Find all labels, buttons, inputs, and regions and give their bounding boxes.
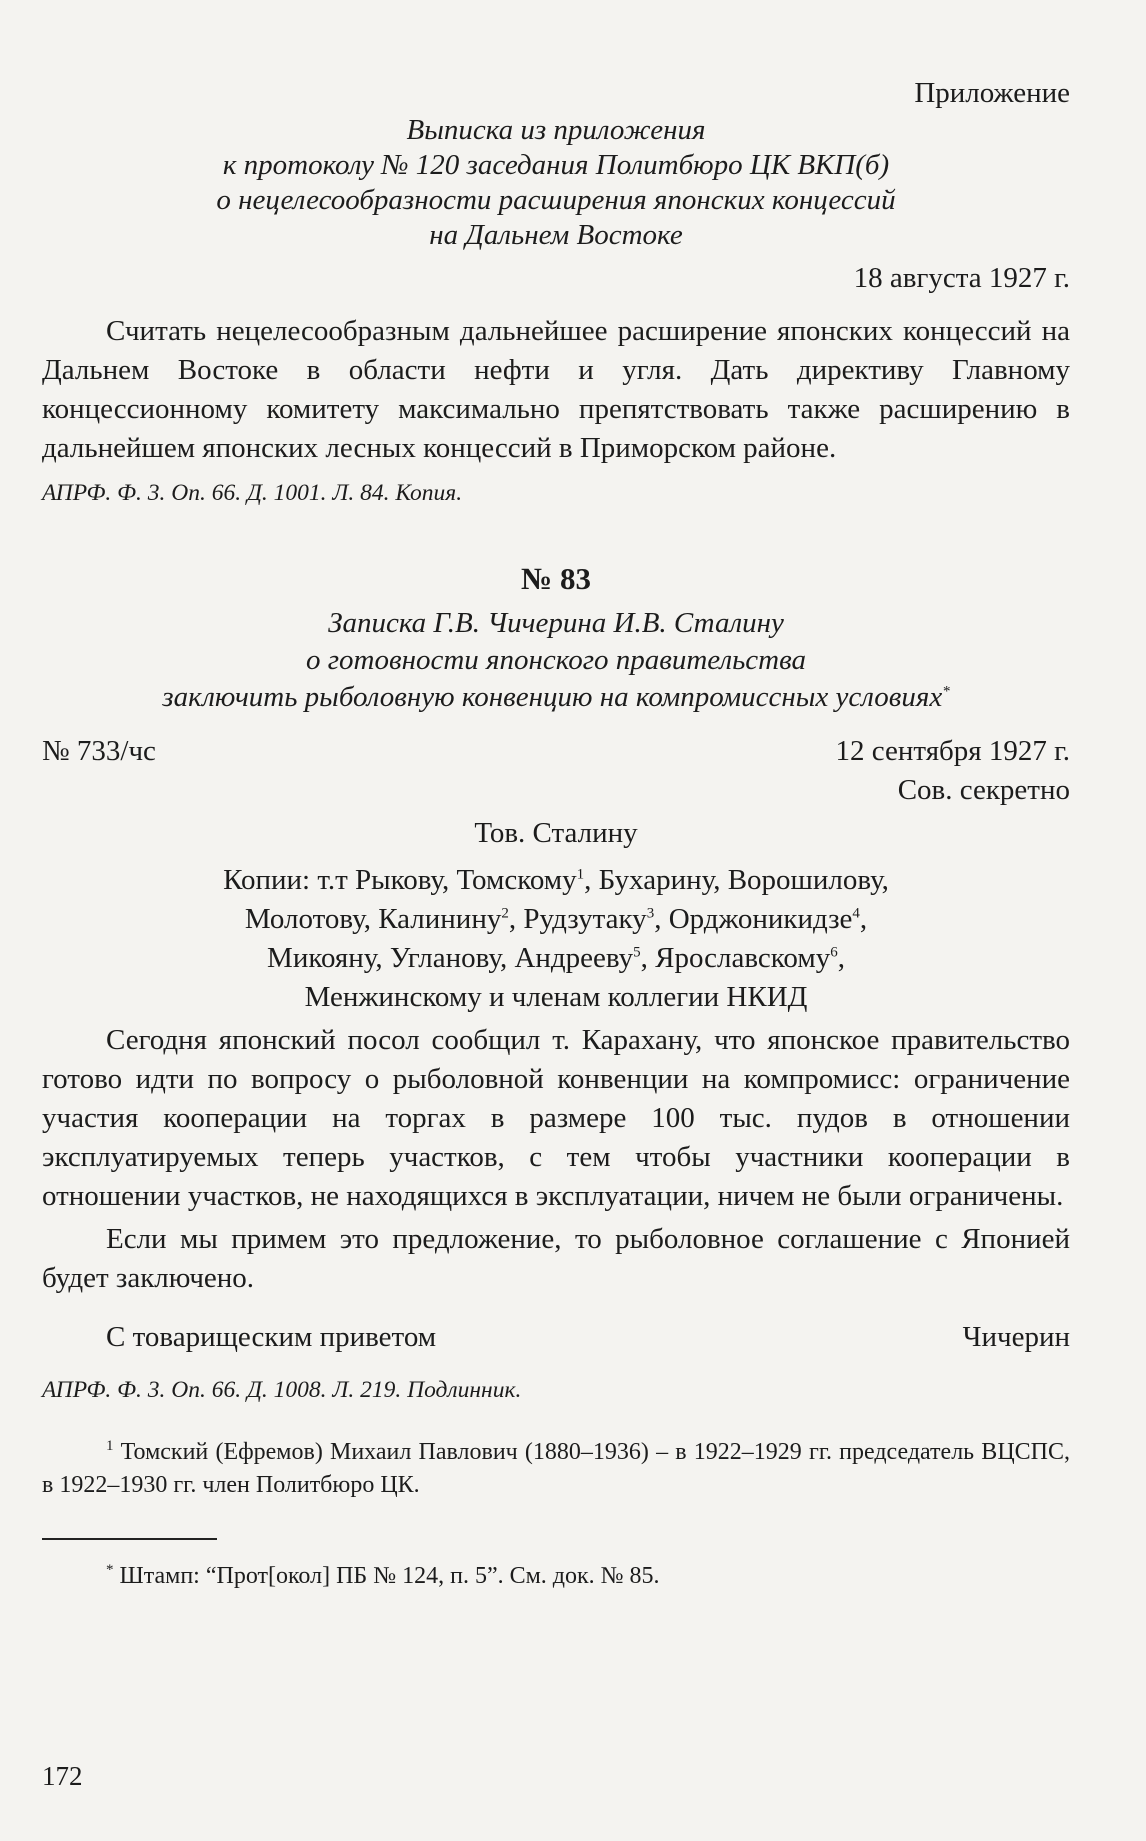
footnote-marker: 2 [501, 905, 509, 922]
addressee: Тов. Сталину [474, 817, 638, 849]
footnote-marker: 4 [852, 905, 860, 922]
body-paragraph-1: Сегодня японский посол сообщил т. Карахану, что японское правительство готово идти по вопросу о рыболовной конвенции на компромисс: ограничение участия кооперации на торгах в размере 100 тыс. пудов в отношении эксплуатируемых теперь участков, с тем чтобы участники кооперации в отношении участков, не находящихся в эксплуатации, ничем не были ограничены. [42, 1024, 1070, 1212]
document-title-line: о готовности японского правительства [305, 644, 807, 676]
appendix-date: 18 августа 1927 г. [853, 262, 1070, 294]
footnote-divider [42, 1538, 217, 1540]
footnote-marker: * [106, 1562, 114, 1578]
body-paragraph-2: Если мы примем это предложение, то рыболовное соглашение с Японией будет заключено. [42, 1223, 1070, 1294]
appendix-title-line: к протоколу № 120 заседания Политбюро ЦК ВКП(б) [222, 149, 890, 181]
footnote-marker: 6 [830, 944, 838, 961]
copies-line: Копии: т.т Рыкову, Томскому$^1$, Бухарину, Ворошилову, [223, 864, 889, 896]
appendix-title-line: Выписка из приложения [406, 114, 706, 146]
document-date: 12 сентября 1927 г. [835, 735, 1070, 767]
copies-line: Менжинскому и членам коллегии НКИД [304, 981, 808, 1013]
appendix-body: Считать нецелесообразным дальнейшее расширение японских концессий на Дальнем Востоке в области нефти и угля. Дать директиву Главному концессионному комитету максимально препятствовать также расширению в дальнейшем японских лесных концессий в Приморском районе. [42, 315, 1070, 464]
appendix-title-line: на Дальнем Востоке [429, 219, 683, 251]
document-title-line: заключить рыболовную конвенцию на компромиссных условиях* [162, 681, 950, 713]
copies-line: Молотову, Калинину$^2$, Рудзутаку$^3$, Орджоникидзе$^4$, [244, 903, 868, 935]
footnote-marker: 3 [646, 905, 655, 922]
reference-row [42, 732, 1070, 771]
appendix-title-line: о нецелесообразности расширения японских концессий [216, 184, 896, 216]
appendix-label: Приложение [914, 77, 1070, 109]
copies-line: Микояну, Угланову, Андрееву$^5$, Ярославскому$^6$, [267, 942, 845, 974]
title-footnote-marker: * [942, 683, 950, 700]
signature: Чичерин [962, 1321, 1070, 1353]
appendix-source: АПРФ. Ф. 3. Оп. 66. Д. 1001. Л. 84. Копия. [42, 480, 463, 506]
closing-row [42, 1318, 1070, 1357]
appendix-title [42, 113, 1070, 253]
copies-list [42, 861, 1070, 1017]
document-number: № 83 [521, 561, 591, 596]
footnote-1: $^1$ Томский (Ефремов) Михаил Павлович (1880–1936) – в 1922–1929 гг. председатель ВЦСПС, в 1922–1930 гг. член Политбюро ЦК. [42, 1438, 1070, 1498]
closing-salutation: С товарищеским приветом [106, 1321, 437, 1353]
document-title [42, 605, 1070, 716]
reference-number: № 733/чс [42, 735, 156, 767]
footnote-marker: 1 [106, 1438, 114, 1454]
footnote-marker: 5 [633, 944, 641, 961]
document-source: АПРФ. Ф. 3. Оп. 66. Д. 1008. Л. 219. Подлинник. [42, 1377, 522, 1403]
document-title-line: Записка Г.В. Чичерина И.В. Сталину [328, 607, 784, 639]
secrecy-stamp: Сов. секретно [897, 774, 1070, 806]
footnote-star: * Штамп: “Прот[окол] ПБ № 124, п. 5”. См. док. № 85. [106, 1562, 660, 1589]
page-number: 172 [42, 1761, 83, 1791]
footnote-marker: 1 [576, 866, 585, 883]
